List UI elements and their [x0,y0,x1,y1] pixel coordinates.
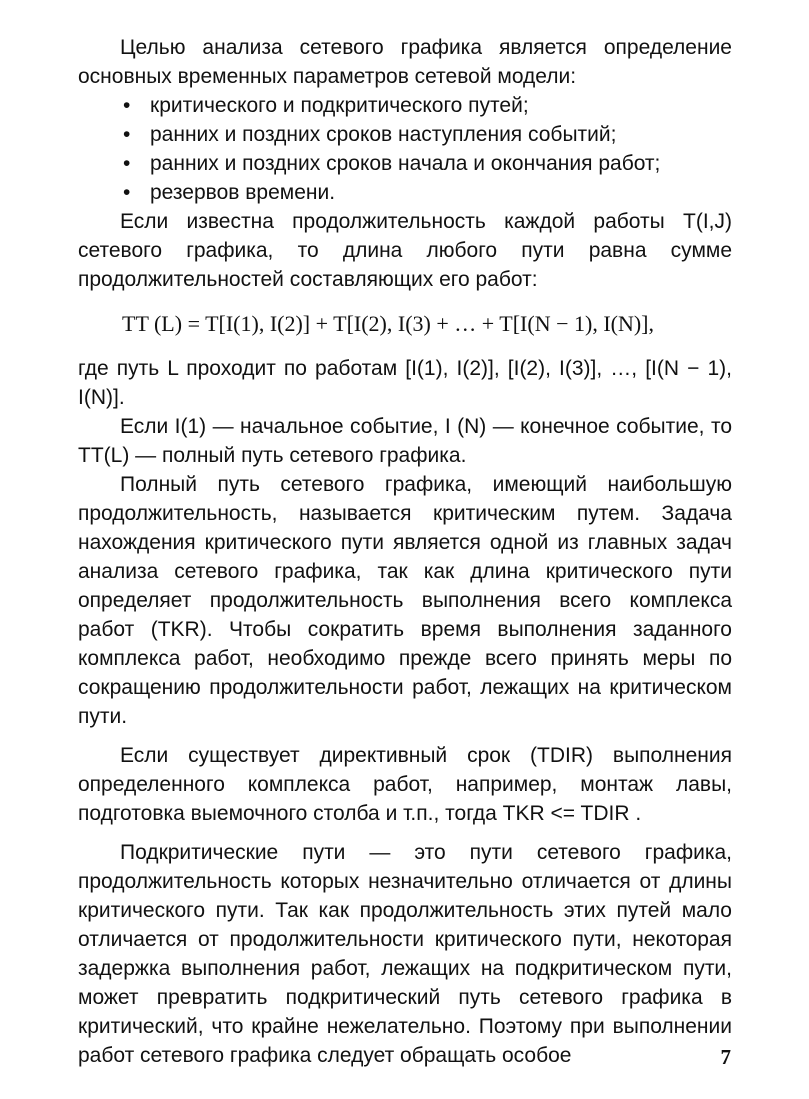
list-item [78,91,732,120]
page-number: 7 [720,1045,731,1069]
directive-paragraph: Если существует директивный срок (TDIR) выполнения определенного комплекса работ, например, монтаж лавы, подготовка выемочного столба и т.п., тогда TKR <= TDIR . [78,744,732,825]
list-item-text: критического и подкритического путей; [150,94,529,117]
parameters-list [78,91,732,207]
list-item [78,178,732,207]
intro-paragraph: Целью анализа сетевого графика является определение основных временных параметров сетевой модели: [78,36,732,88]
path-length-formula: TT (L) = T[I(1), I(2)] + T[I(2), I(3) + … + T[I(N − 1), I(N)], [122,311,655,336]
page-body [78,33,732,1070]
list-item-text: ранних и поздних сроков начала и окончания работ; [150,152,661,175]
list-item [78,120,732,149]
bullet-icon: • [123,123,131,146]
list-item [78,149,732,178]
path-definition-paragraph: где путь L проходит по работам [I(1), I(2)], [I(2), I(3)], …, [I(N − 1), I(N)]. [78,357,732,409]
subcritical-paragraph: Подкритические пути — это пути сетевого графика, продолжительность которых незначительно отличается от длины критического пути. Так как продолжительность этих путей мало отличается от продолжительности критического пути, некоторая задержка выполнения работ, лежащих на подкритическом пути, может превратить подкритический путь сетевого графика в критический, что крайне нежелательно. Поэтому при выполнении работ сетевого графика следует обращать особое [78,841,732,1067]
list-item-text: резервов времени. [150,181,336,204]
bullet-icon: • [123,152,131,175]
list-item-text: ранних и поздних сроков наступления событий; [150,123,617,146]
bullet-icon: • [123,94,131,117]
bullet-icon: • [123,181,131,204]
full-path-paragraph: Если I(1) — начальное событие, I (N) — конечное событие, то TT(L) — полный путь сетевого графика. [78,415,732,467]
duration-paragraph: Если известна продолжительность каждой работы T(I,J) сетевого графика, то длина любого пути равна сумме продолжительностей составляющих его работ: [78,210,732,291]
critical-path-paragraph: Полный путь сетевого графика, имеющий наибольшую продолжительность, называется критическим путем. Задача нахождения критического пути является одной из главных задач анализа сетевого графика, так как длина критического пути определяет продолжительность выполнения всего комплекса работ (TKR). Чтобы сократить время выполнения заданного комплекса работ, необходимо прежде всего принять меры по сокращению продолжительности работ, лежащих на критическом пути. [78,473,732,728]
